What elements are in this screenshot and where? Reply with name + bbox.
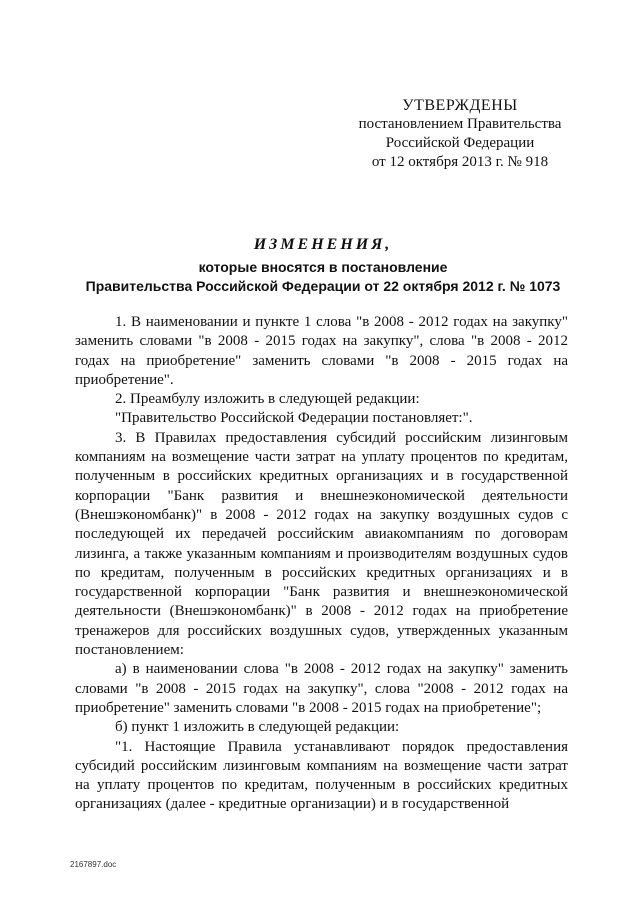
paragraph-7: "1. Настоящие Правила устанавливают порядок предоставления субсидий российским лизинговым компаниям на возмещение части затрат на уплату процентов по кредитам, полученным в российских кредитных организациях (далее - кредитные организации) и в государственной <box>75 738 568 813</box>
footer-doc-id: 2167897.doc <box>70 860 117 869</box>
paragraph-4: 3. В Правилах предоставления субсидий российским лизинговым компаниям на возмещение части затрат на уплату процентов по кредитам, полученным в российских кредитных организациях и в государственной корпорации "Банк развития и внешнеэкономической деятельности (Внешэкономбанк)" в 2008 - 2012 годах на закупку воздушных судов с последующей их передачей российским авиакомпаниям по договорам лизинга, а также указанным компаниям и производителям воздушных судов по кредитам, полученным в российских кредитных организациях и в государственной корпорации "Банк развития и внешнеэкономической деятельности (Внешэкономбанк)" в 2008 - 2012 годах на приобретение тренажеров для российских воздушных судов, утвержденных указанным постановлением: <box>75 429 568 659</box>
approval-stamp <box>340 96 580 172</box>
paragraph-3: "Правительство Российской Федерации постановляет:". <box>115 410 473 427</box>
document-heading <box>60 236 586 296</box>
document-body <box>75 313 568 815</box>
heading-main: ИЗМЕНЕНИЯ, <box>253 236 393 253</box>
approval-title: УТВЕРЖДЕНЫ <box>402 97 518 114</box>
approval-line-resolution: постановлением Правительства <box>358 116 562 132</box>
approval-line-date: от 12 октября 2013 г. № 918 <box>371 154 549 170</box>
heading-sub-line-1: которые вносятся в постановление <box>198 259 448 275</box>
paragraph-2: 2. Преамбулу изложить в следующей редакции: <box>115 391 420 408</box>
heading-sub-line-2: Правительства Российской Федерации от 22 октября 2012 г. № 1073 <box>85 278 561 294</box>
paragraph-6: б) пункт 1 изложить в следующей редакции: <box>115 719 400 736</box>
paragraph-5: а) в наименовании слова "в 2008 - 2012 годах на закупку" заменить словами "в 2008 - 2015 годах на закупку", слова "2008 - 2012 годах на приобретение" заменить словами "в 2008 - 2015 годах на приобретение"; <box>75 661 568 716</box>
paragraph-1: 1. В наименовании и пункте 1 слова "в 2008 - 2012 годах на закупку" заменить словами "в 2008 - 2015 годах на закупку", слова "в 2008 - 2012 годах на приобретение" заменить словами "в 2008 - 2015 годах на приобретение". <box>75 314 568 388</box>
approval-line-government: Российской Федерации <box>385 135 535 151</box>
